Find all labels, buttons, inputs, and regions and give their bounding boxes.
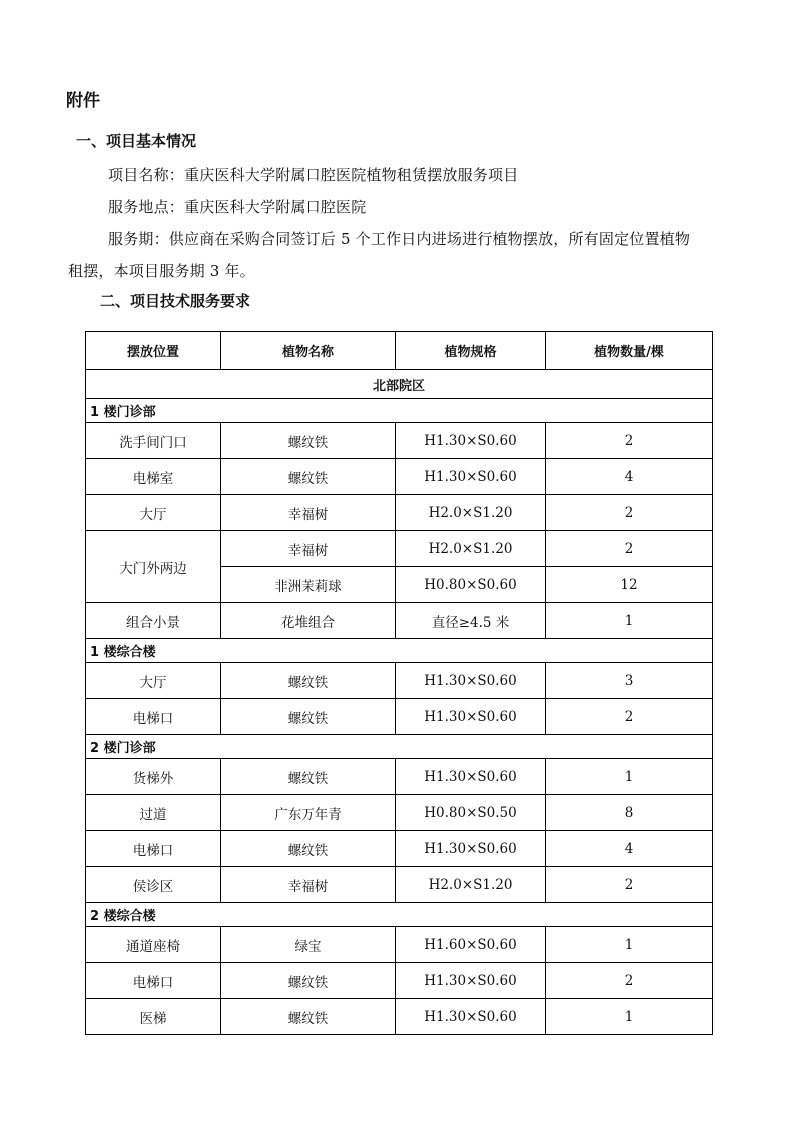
table-row [86,927,713,963]
table-row [86,423,713,459]
table-row [86,999,713,1035]
cell-quantity: 2 [546,495,713,531]
cell-quantity: 1 [546,927,713,963]
cell-plant-spec: 直径≥4.5 米 [396,603,546,639]
cell-plant-name: 非洲茉莉球 [221,567,396,603]
table-row [86,663,713,699]
group-row [86,399,713,423]
cell-plant-name: 螺纹铁 [221,759,396,795]
group-row [86,903,713,927]
cell-location: 货梯外 [86,759,221,795]
cell-quantity: 1 [546,759,713,795]
table-row [86,963,713,999]
table-header-row [86,332,713,370]
table-row [86,531,713,567]
cell-location: 医梯 [86,999,221,1035]
header-plant-quantity: 植物数量/棵 [546,332,713,370]
cell-location: 侯诊区 [86,867,221,903]
cell-plant-spec: H1.30×S0.60 [396,759,546,795]
cell-plant-spec: H1.30×S0.60 [396,963,546,999]
attachment-title: 附件 [66,91,100,111]
cell-plant-name: 螺纹铁 [221,963,396,999]
cell-plant-name: 花堆组合 [221,603,396,639]
cell-plant-name: 螺纹铁 [221,663,396,699]
cell-plant-name: 螺纹铁 [221,423,396,459]
cell-quantity: 12 [546,567,713,603]
cell-location: 电梯口 [86,699,221,735]
cell-plant-name: 绿宝 [221,927,396,963]
group-title: 2 楼综合楼 [86,903,713,927]
cell-location: 大厅 [86,495,221,531]
cell-location: 电梯口 [86,963,221,999]
table-row [86,495,713,531]
table-row [86,867,713,903]
cell-quantity: 4 [546,831,713,867]
cell-location: 通道座椅 [86,927,221,963]
cell-location: 电梯口 [86,831,221,867]
cell-plant-spec: H1.30×S0.60 [396,699,546,735]
plant-requirements-table [85,331,713,1035]
service-term-paragraph-line2: 租摆，本项目服务期 3 年。 [68,262,255,280]
table-row [86,699,713,735]
cell-plant-spec: H0.80×S0.50 [396,795,546,831]
cell-plant-spec: H1.30×S0.60 [396,459,546,495]
cell-location: 洗手间门口 [86,423,221,459]
cell-quantity: 2 [546,867,713,903]
cell-plant-name: 螺纹铁 [221,459,396,495]
cell-location: 过道 [86,795,221,831]
group-row [86,639,713,663]
region-row [86,370,713,399]
service-place-paragraph: 服务地点：重庆医科大学附属口腔医院 [108,198,367,216]
group-title: 2 楼门诊部 [86,735,713,759]
project-name-paragraph: 项目名称：重庆医科大学附属口腔医院植物租赁摆放服务项目 [108,166,519,184]
cell-plant-spec: H2.0×S1.20 [396,867,546,903]
cell-quantity: 2 [546,963,713,999]
cell-location: 大门外两边 [86,531,221,603]
cell-location: 组合小景 [86,603,221,639]
cell-plant-spec: H1.30×S0.60 [396,423,546,459]
cell-plant-name: 螺纹铁 [221,699,396,735]
cell-plant-spec: H2.0×S1.20 [396,531,546,567]
cell-location: 电梯室 [86,459,221,495]
cell-plant-name: 幸福树 [221,495,396,531]
table-row [86,603,713,639]
cell-plant-spec: H1.60×S0.60 [396,927,546,963]
cell-plant-name: 螺纹铁 [221,999,396,1035]
table-row [86,831,713,867]
group-title: 1 楼综合楼 [86,639,713,663]
table-row [86,795,713,831]
cell-location: 大厅 [86,663,221,699]
cell-plant-name: 螺纹铁 [221,831,396,867]
service-term-paragraph-line1: 服务期：供应商在采购合同签订后 5 个工作日内进场进行植物摆放，所有固定位置植物 [108,230,691,248]
cell-quantity: 2 [546,423,713,459]
group-title: 1 楼门诊部 [86,399,713,423]
cell-plant-name: 幸福树 [221,867,396,903]
cell-quantity: 1 [546,603,713,639]
table-body [86,370,713,1035]
cell-quantity: 1 [546,999,713,1035]
header-plant-name: 植物名称 [221,332,396,370]
table-row [86,759,713,795]
cell-plant-spec: H1.30×S0.60 [396,999,546,1035]
cell-quantity: 8 [546,795,713,831]
header-plant-spec: 植物规格 [396,332,546,370]
cell-plant-name: 广东万年青 [221,795,396,831]
cell-plant-spec: H1.30×S0.60 [396,663,546,699]
section2-heading: 二、项目技术服务要求 [100,292,251,310]
header-location: 摆放位置 [86,332,221,370]
cell-quantity: 4 [546,459,713,495]
cell-plant-spec: H2.0×S1.20 [396,495,546,531]
cell-quantity: 2 [546,531,713,567]
cell-plant-name: 幸福树 [221,531,396,567]
cell-quantity: 2 [546,699,713,735]
table-row [86,459,713,495]
section1-heading: 一、项目基本情况 [76,132,197,150]
group-row [86,735,713,759]
region-label: 北部院区 [86,370,713,399]
cell-plant-spec: H1.30×S0.60 [396,831,546,867]
cell-plant-spec: H0.80×S0.60 [396,567,546,603]
cell-quantity: 3 [546,663,713,699]
